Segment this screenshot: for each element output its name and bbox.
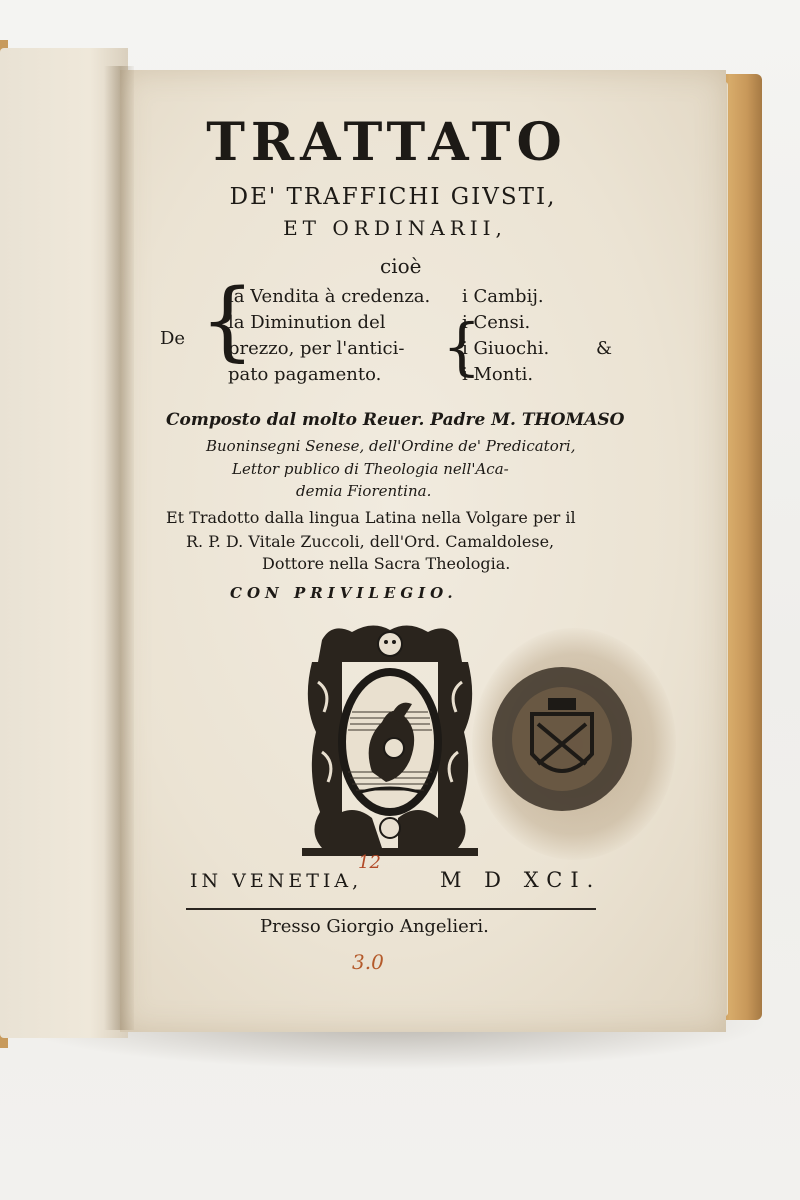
right-item: i Cambij. [462,286,544,307]
right-item: i Censi. [462,312,531,333]
right-item: i Monti. [462,364,534,385]
book-title: TRATTATO [206,112,568,173]
left-brace: { [200,271,255,371]
de-word: De [160,328,186,349]
privilege-line: CON PRIVILEGIO. [230,584,458,602]
book-gutter [104,66,134,1030]
imprint-rule [186,908,596,910]
translator-line: Dottore nella Sacra Theologia. [262,554,511,573]
printer-line: Presso Giorgio Angelieri. [260,916,489,937]
handwritten-price: 3.0 [352,950,384,974]
subtitle-line-2: ET ORDINARII, [283,216,507,240]
handwritten-number: 12 [358,852,381,873]
translator-line: Et Tradotto dalla lingua Latina nella Volgare per il [166,508,576,527]
right-item: i Giuochi. [462,338,550,359]
imprint-place: IN VENETIA, [190,870,363,892]
left-item: pato pagamento. [228,364,382,385]
imprint-year: M D XCI. [440,868,602,892]
left-item: la Vendita à credenza. [228,286,431,307]
author-line: Composto dal molto Reuer. Padre M. THOMASO [166,410,625,430]
library-stamp [488,664,636,814]
author-line: Lettor publico di Theologia nell'Aca- [232,460,509,478]
left-item: prezzo, per l'antici- [228,338,405,359]
subtitle-line-1: DE' TRAFFICHI GIVSTI, [229,184,557,210]
right-brace: { [442,310,482,383]
cioe-word: cioè [380,254,422,278]
author-line: Buoninsegni Senese, dell'Ordine de' Predicatori, [206,437,576,455]
ampersand: & [596,338,613,359]
translator-line: R. P. D. Vitale Zuccoli, dell'Ord. Camaldolese, [186,532,555,551]
author-line: demia Fiorentina. [296,482,432,500]
printers-device-woodcut [302,622,478,858]
left-item: la Diminution del [228,312,386,333]
title-page [120,70,726,1032]
